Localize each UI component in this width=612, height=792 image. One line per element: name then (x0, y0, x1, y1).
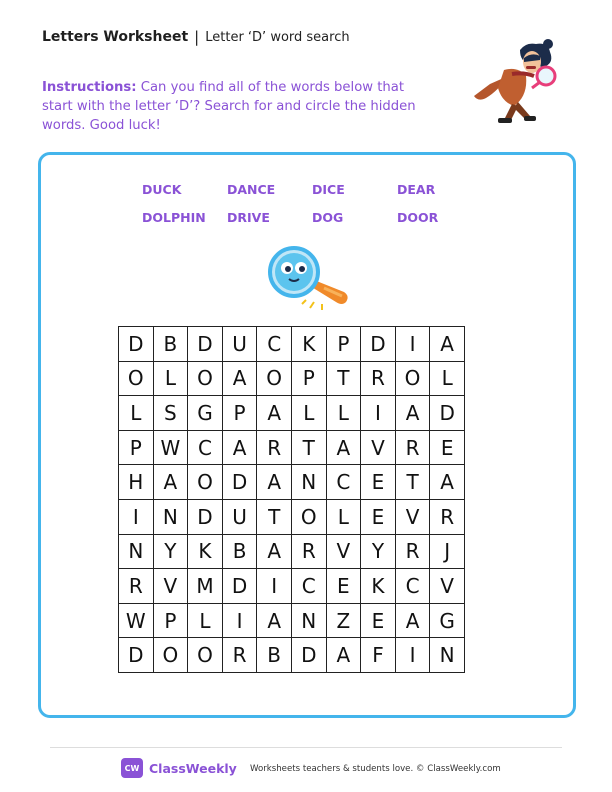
grid-cell[interactable]: J (430, 534, 465, 569)
grid-cell[interactable]: A (326, 430, 361, 465)
word-bank-item: DOG (312, 210, 344, 225)
grid-cell[interactable]: R (430, 499, 465, 534)
detective-illustration (468, 36, 560, 124)
worksheet-title: Letters Worksheet (42, 29, 189, 45)
footer-divider (50, 747, 562, 748)
grid-cell[interactable]: R (395, 430, 430, 465)
grid-cell[interactable]: Y (153, 534, 188, 569)
grid-cell[interactable]: O (153, 638, 188, 673)
grid-cell[interactable]: I (222, 603, 257, 638)
word-bank-item: DEAR (397, 182, 436, 197)
word-bank-item: DUCK (142, 182, 182, 197)
grid-cell[interactable]: N (291, 603, 326, 638)
grid-row (119, 327, 465, 362)
grid-cell[interactable]: K (361, 569, 396, 604)
brand-name: ClassWeekly (149, 760, 237, 776)
grid-cell[interactable]: V (430, 569, 465, 604)
grid-cell[interactable]: N (291, 465, 326, 500)
grid-cell[interactable]: R (222, 638, 257, 673)
word-bank-item: DOOR (397, 210, 439, 225)
grid-cell[interactable]: E (430, 430, 465, 465)
title-separator: | (194, 28, 200, 46)
grid-cell[interactable]: P (153, 603, 188, 638)
grid-cell[interactable]: O (188, 361, 223, 396)
grid-cell[interactable]: A (153, 465, 188, 500)
grid-cell[interactable]: U (222, 499, 257, 534)
grid-cell[interactable]: V (395, 499, 430, 534)
word-bank (142, 182, 462, 226)
grid-cell[interactable]: N (430, 638, 465, 673)
grid-cell[interactable]: K (291, 327, 326, 362)
grid-cell[interactable]: V (361, 430, 396, 465)
grid-cell[interactable]: C (326, 465, 361, 500)
grid-row (119, 465, 465, 500)
grid-cell[interactable]: A (257, 465, 292, 500)
grid-cell[interactable]: D (119, 638, 154, 673)
grid-cell[interactable]: I (119, 499, 154, 534)
grid-cell[interactable]: E (326, 569, 361, 604)
grid-cell[interactable]: D (222, 569, 257, 604)
word-bank-item: DRIVE (227, 210, 270, 225)
worksheet-header (42, 28, 350, 46)
classweekly-logo: CW (121, 758, 143, 778)
grid-cell[interactable]: H (119, 465, 154, 500)
grid-cell[interactable]: O (395, 361, 430, 396)
grid-cell[interactable]: I (395, 327, 430, 362)
grid-cell[interactable]: R (291, 534, 326, 569)
grid-cell[interactable]: T (257, 499, 292, 534)
grid-cell[interactable]: P (119, 430, 154, 465)
grid-cell[interactable]: R (361, 361, 396, 396)
grid-cell[interactable]: R (257, 430, 292, 465)
grid-cell[interactable]: I (257, 569, 292, 604)
grid-cell[interactable]: A (430, 327, 465, 362)
magnifying-glass-icon (262, 246, 354, 310)
grid-cell[interactable]: D (119, 327, 154, 362)
grid-cell[interactable]: L (119, 396, 154, 431)
grid-cell[interactable]: O (257, 361, 292, 396)
worksheet-subtitle: Letter ‘D’ word search (205, 29, 350, 45)
grid-cell[interactable]: A (257, 603, 292, 638)
grid-cell[interactable]: D (188, 327, 223, 362)
grid-cell[interactable]: V (153, 569, 188, 604)
grid-row (119, 569, 465, 604)
grid-row (119, 361, 465, 396)
grid-cell[interactable]: L (430, 361, 465, 396)
grid-cell[interactable]: T (395, 465, 430, 500)
grid-cell[interactable]: C (257, 327, 292, 362)
grid-cell[interactable]: L (326, 396, 361, 431)
grid-cell[interactable]: O (291, 499, 326, 534)
grid-cell[interactable]: L (153, 361, 188, 396)
grid-cell[interactable]: A (222, 430, 257, 465)
word-search-grid (118, 326, 465, 673)
grid-cell[interactable]: T (291, 430, 326, 465)
grid-cell[interactable]: A (395, 396, 430, 431)
grid-cell[interactable]: D (222, 465, 257, 500)
grid-cell[interactable]: G (430, 603, 465, 638)
instructions (42, 78, 422, 135)
grid-cell[interactable]: B (222, 534, 257, 569)
grid-cell[interactable]: C (188, 430, 223, 465)
grid-cell[interactable]: I (395, 638, 430, 673)
grid-cell[interactable]: F (361, 638, 396, 673)
grid-cell[interactable]: O (188, 465, 223, 500)
grid-cell[interactable]: S (153, 396, 188, 431)
grid-cell[interactable]: B (257, 638, 292, 673)
grid-cell[interactable]: E (361, 499, 396, 534)
grid-cell[interactable]: Y (361, 534, 396, 569)
grid-cell[interactable]: W (119, 603, 154, 638)
grid-row (119, 499, 465, 534)
grid-cell[interactable]: M (188, 569, 223, 604)
grid-cell[interactable]: V (326, 534, 361, 569)
grid-cell[interactable]: A (257, 534, 292, 569)
grid-cell[interactable]: D (361, 327, 396, 362)
grid-cell[interactable]: E (361, 603, 396, 638)
grid-cell[interactable]: B (153, 327, 188, 362)
word-bank-item: DOLPHIN (142, 210, 206, 225)
word-bank-item: DICE (312, 182, 345, 197)
grid-cell[interactable]: N (119, 534, 154, 569)
grid-row (119, 396, 465, 431)
grid-cell[interactable]: E (361, 465, 396, 500)
grid-cell[interactable]: A (395, 603, 430, 638)
instructions-text: Can you find all of the words below that start with the letter ‘D’? Search for and circle the hidden words. Good luck! (42, 80, 416, 133)
footer-tagline: Worksheets teachers & students love. © ClassWeekly.com (250, 764, 501, 774)
grid-cell[interactable]: D (430, 396, 465, 431)
grid-row (119, 430, 465, 465)
grid-cell[interactable]: C (395, 569, 430, 604)
grid-cell[interactable]: P (291, 361, 326, 396)
grid-cell[interactable]: O (188, 638, 223, 673)
grid-cell[interactable]: L (291, 396, 326, 431)
grid-cell[interactable]: A (430, 465, 465, 500)
grid-row (119, 638, 465, 673)
grid-cell[interactable]: W (153, 430, 188, 465)
grid-cell[interactable]: Z (326, 603, 361, 638)
grid-cell[interactable]: A (257, 396, 292, 431)
grid-cell[interactable]: N (153, 499, 188, 534)
grid-cell[interactable]: D (188, 499, 223, 534)
grid-cell[interactable]: A (326, 638, 361, 673)
word-bank-item: DANCE (227, 182, 276, 197)
grid-cell[interactable]: U (222, 327, 257, 362)
grid-cell[interactable]: C (291, 569, 326, 604)
grid-cell[interactable]: P (222, 396, 257, 431)
grid-cell[interactable]: D (291, 638, 326, 673)
instructions-label: Instructions: (42, 80, 137, 95)
grid-cell[interactable]: T (326, 361, 361, 396)
grid-cell[interactable]: A (222, 361, 257, 396)
grid-row (119, 534, 465, 569)
grid-cell[interactable]: L (188, 603, 223, 638)
grid-cell[interactable]: I (361, 396, 396, 431)
brand (121, 758, 237, 778)
grid-cell[interactable]: K (188, 534, 223, 569)
grid-row (119, 603, 465, 638)
grid-cell[interactable]: P (326, 327, 361, 362)
grid-cell[interactable]: O (119, 361, 154, 396)
grid-cell[interactable]: L (326, 499, 361, 534)
grid-cell[interactable]: R (119, 569, 154, 604)
grid-cell[interactable]: G (188, 396, 223, 431)
grid-cell[interactable]: R (395, 534, 430, 569)
